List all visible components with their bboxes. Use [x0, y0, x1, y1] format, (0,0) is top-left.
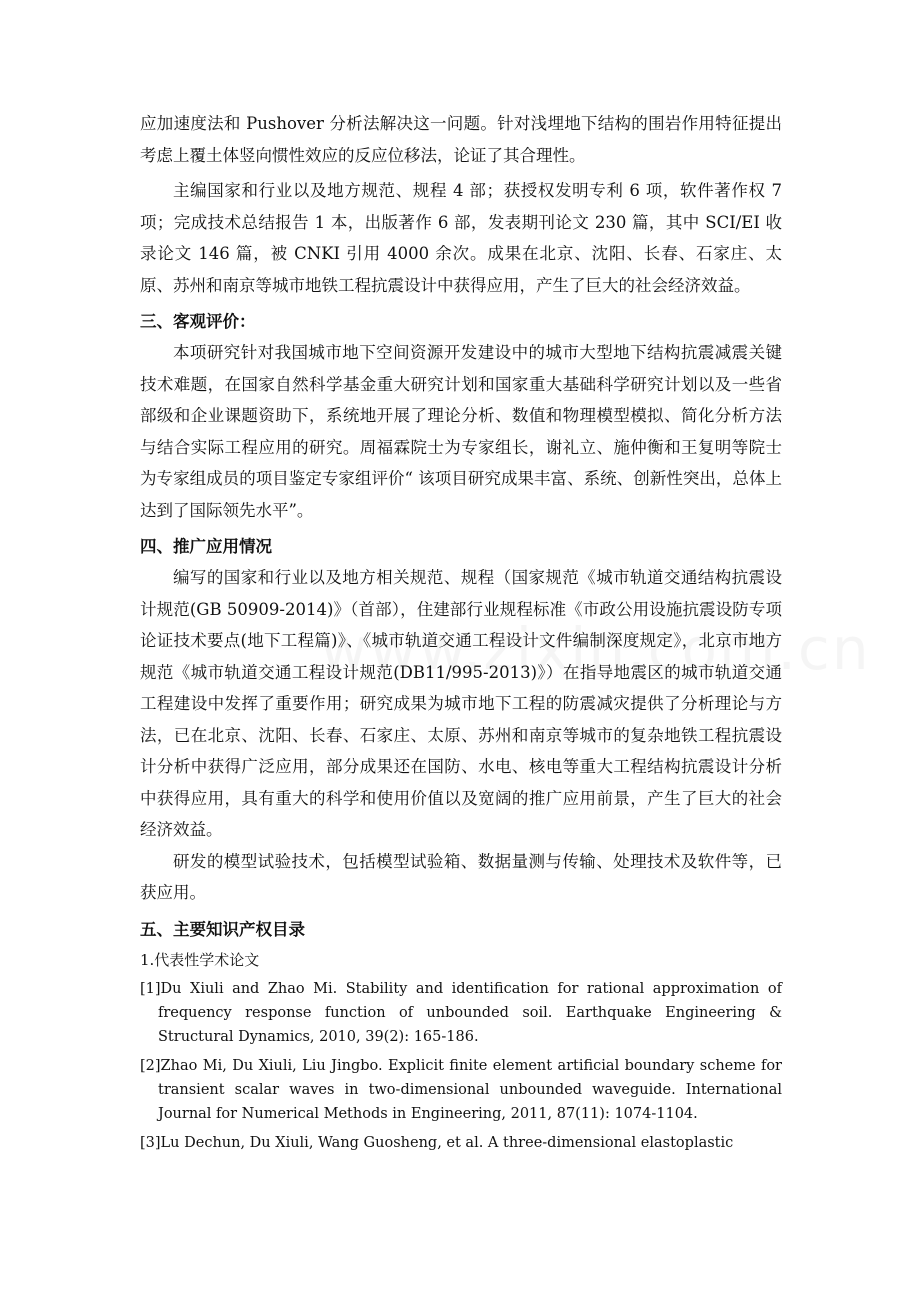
section-5-heading: 五、主要知识产权目录 — [140, 919, 305, 939]
paragraph-2: 主编国家和行业以及地方规范、规程 4 部；获授权发明专利 6 项，软件著作权 7 项；完成技术总结报告 1 本，出版著作 6 部，发表期刊论文 230 篇，其中 SCI/EI 收录论文 146 篇，被 CNKI 引用 4000 余次。成果在北京、沈阳、长春、石家庄、太原、苏州和南京等城市地铁工程抗震设计中获得应用，产生了巨大的社会经济效益。 — [140, 181, 782, 295]
paragraph-1: 应加速度法和 Pushover 分析法解决这一问题。针对浅埋地下结构的围岩作用特征提出考虑上覆土体竖向惯性效应的反应位移法，论证了其合理性。 — [140, 114, 782, 165]
section-3-body: 本项研究针对我国城市地下空间资源开发建设中的城市大型地下结构抗震减震关键技术难题，在国家自然科学基金重大研究计划和国家重大基础科学研究计划以及一些省部级和企业课题资助下，系统地开展了理论分析、数值和物理模型模拟、简化分析方法与结合实际工程应用的研究。周福霖院士为专家组长，谢礼立、施仲衡和王复明等院士为专家组成员的项目鉴定专家组评价“ 该项目研究成果丰富、系统、创新性突出，总体上达到了国际领先水平”。 — [140, 343, 782, 520]
section-4-heading: 四、推广应用情况 — [140, 537, 272, 556]
section-4-body-2: 研发的模型试验技术，包括模型试验箱、数据量测与传输、处理技术及软件等，已获应用。 — [140, 851, 782, 902]
reference-item: [1]Du Xiuli and Zhao Mi. Stability and identification for rational approximation of frequency response function of unbounded soil. Earthquake Engineering & Structural Dynamics, 2010, 39(2): 165-186. — [140, 980, 782, 1045]
reference-item: [3]Lu Dechun, Du Xiuli, Wang Guosheng, et al. A three-dimensional elastoplastic — [140, 1134, 734, 1151]
reference-item: [2]Zhao Mi, Du Xiuli, Liu Jingbo. Explicit finite element artificial boundary scheme for transient scalar waves in two-dimensional unbounded waveguide. International Journal for Numerical Methods in Engineering, 2011, 87(11): 1074-1104. — [140, 1057, 782, 1122]
section-4-body-1: 编写的国家和行业以及地方相关规范、规程（国家规范《城市轨道交通结构抗震设计规范(GB 50909-2014)》（首部），住建部行业规程标准《市政公用设施抗震设防专项论证技术要点(地下工程篇)》、《城市轨道交通工程设计文件编制深度规定》，北京市地方规范《城市轨道交通工程设计规范(DB11/995-2013)》）在指导地震区的城市轨道交通工程建设中发挥了重要作用；研究成果为城市地下工程的防震减灾提供了分析理论与方法，已在北京、沈阳、长春、石家庄、太原、苏州和南京等城市的复杂地铁工程抗震设计分析中获得广泛应用，部分成果还在国防、水电、核电等重大工程结构抗震设计分析中获得应用，具有重大的科学和使用价值以及宽阔的推广应用前景，产生了巨大的社会经济效益。 — [140, 568, 782, 839]
subsection-papers-title: 1.代表性学术论文 — [140, 950, 260, 969]
section-3-heading: 三、客观评价： — [140, 312, 256, 331]
document-page — [140, 108, 782, 1160]
